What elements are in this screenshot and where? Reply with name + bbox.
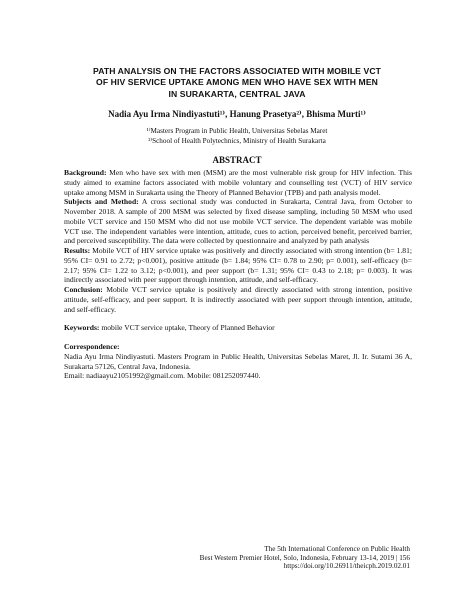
keywords-text: mobile VCT service uptake, Theory of Planned Behavior bbox=[99, 323, 275, 333]
subjects-paragraph bbox=[64, 197, 412, 246]
abstract-heading: ABSTRACT bbox=[212, 155, 262, 165]
results-label: Results: bbox=[64, 246, 91, 255]
conclusion-paragraph bbox=[64, 285, 412, 314]
footer-venue: Best Western Premier Hotel, Solo, Indonesia, February 13-14, 2019 | 156 bbox=[199, 553, 410, 562]
paper-title bbox=[52, 66, 422, 100]
author-list: Nadia Ayu Irma Nindiyastuti¹⁾, Hanung Prasetya²⁾, Bhisma Murti¹⁾ bbox=[108, 109, 366, 119]
affiliation-1: ¹⁾Masters Program in Public Health, Universitas Sebelas Maret bbox=[146, 127, 328, 135]
conclusion-text: Mobile VCT service uptake is positively and directly associated with strong intention, positive attitude, self-efficacy, and peer support. It is indirectly associated with peer support through intention, attitude, and self-efficacy. bbox=[64, 285, 412, 314]
subjects-label: Subjects and Method: bbox=[64, 197, 139, 207]
abstract-body bbox=[64, 168, 412, 381]
affiliation-2: ²⁾School of Health Polytechnics, Ministry of Health Surakarta bbox=[148, 137, 326, 145]
correspondence-heading: Correspondence: bbox=[64, 342, 120, 351]
background-paragraph bbox=[64, 168, 412, 197]
title-line-2: OF HIV SERVICE UPTAKE AMONG MEN WHO HAVE SEX WITH MEN bbox=[96, 77, 378, 88]
title-line-3: IN SURAKARTA, CENTRAL JAVA bbox=[168, 88, 306, 99]
page-footer bbox=[110, 545, 410, 571]
title-line-1: PATH ANALYSIS ON THE FACTORS ASSOCIATED WITH MOBILE VCT bbox=[93, 66, 381, 76]
keywords-label: Keywords: bbox=[64, 323, 100, 333]
results-paragraph bbox=[64, 246, 412, 285]
conclusion-label: Conclusion: bbox=[64, 285, 103, 294]
keywords-paragraph bbox=[64, 323, 412, 333]
results-text: Mobile VCT of HIV service uptake was positively and directly associated with strong intention (b= 1.81; 95% CI= 0.91 to 2.72; p<0.001), positive attitude (b= 1.84; 95% CI= 0.78 to 2.90; p= 0.001), self-efficacy (b= 2.17; 95% CI= 1.22 to 3.12; p<0.001), and peer support (b= 1.31; 95% CI= 0.43 to 2.18; p= 0.003). It was indirectly associated with peer support through intention, attitude, and self-efficacy. bbox=[64, 246, 412, 285]
background-label: Background: bbox=[64, 168, 107, 177]
correspondence-text: Nadia Ayu Irma Nindiyastuti. Masters Program in Public Health, Universitas Sebelas Maret, Jl. Ir. Sutami 36 A, Surakarta 57126, Central Java, Indonesia. bbox=[64, 351, 412, 371]
footer-conference: The 5th International Conference on Public Health bbox=[264, 545, 410, 553]
footer-doi: https://doi.org/10.26911/theicph.2019.02.01 bbox=[283, 562, 410, 571]
subjects-text: A cross sectional study was conducted in Surakarta, Central Java, from October to November 2018. A sample of 200 MSM was selected by fixed disease sampling, including 50 MSM who used mobile VCT service and 150 MSM who did not use mobile VCT service. The dependent variable was mobile VCT use. The independent variables were intention, attitude, cues to action, perceived benefit, perceived barrier, and perceived susceptibility. The data were collected by questionnaire and analyzed by path analysis bbox=[64, 197, 412, 246]
correspondence-email: Email: nadiaayu21051992@gmail.com. Mobile: 081252097440. bbox=[64, 371, 261, 381]
background-text: Men who have sex with men (MSM) are the most vulnerable risk group for HIV infection. This study aimed to examine factors associated with mobile voluntary and counselling test (VCT) of HIV service uptake among MSM in Surakarta using the Theory of Planned Behavior (TPB) and path analysis model. bbox=[64, 168, 412, 197]
